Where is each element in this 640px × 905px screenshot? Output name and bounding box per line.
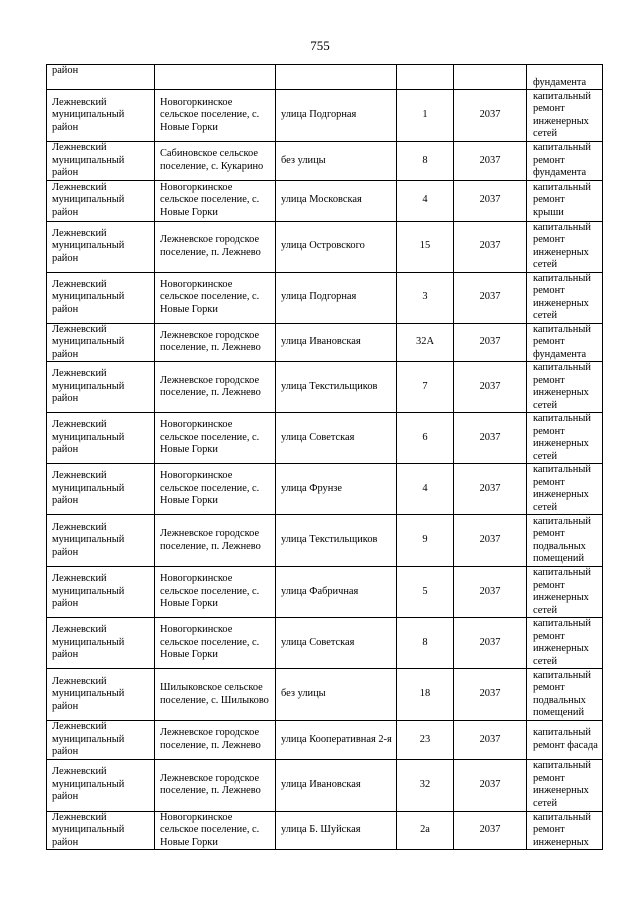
house-number-cell: 8	[397, 618, 454, 669]
settlement-cell: Новогоркинское сельское поселение, с. Новые Горки	[155, 618, 276, 669]
street-cell: улица Островского	[276, 221, 397, 272]
page-number: 755	[310, 38, 330, 53]
settlement-cell: Шилыковское сельское поселение, с. Шилыково	[155, 669, 276, 721]
settlement-cell: Лежневское городское поселение, п. Лежнево	[155, 759, 276, 811]
table-row	[47, 759, 603, 811]
settlement-cell: Новогоркинское сельское поселение, с. Новые Горки	[155, 180, 276, 221]
year-cell: 2037	[454, 618, 527, 669]
district-cell: Лежневский муниципальный район	[47, 413, 155, 464]
street-cell: улица Советская	[276, 618, 397, 669]
street-cell: улица Кооперативная 2-я	[276, 721, 397, 760]
work-type-cell: капитальный ремонт инженерных сетей	[527, 221, 603, 272]
street-cell: улица Подгорная	[276, 90, 397, 142]
house-number-cell: 4	[397, 464, 454, 515]
district-cell: Лежневский муниципальный район	[47, 618, 155, 669]
district-cell: Лежневский муниципальный район	[47, 362, 155, 413]
settlement-cell: Лежневское городское поселение, п. Лежнево	[155, 721, 276, 760]
repair-schedule-table	[46, 64, 603, 850]
table-row	[47, 413, 603, 464]
table-row	[47, 221, 603, 272]
district-cell: Лежневский муниципальный район	[47, 142, 155, 181]
house-number-cell: 3	[397, 272, 454, 323]
year-cell: 2037	[454, 180, 527, 221]
house-number-cell: 8	[397, 142, 454, 181]
work-type-cell: капитальный ремонт фундамента	[527, 142, 603, 181]
street-cell: улица Б. Шуйская	[276, 811, 397, 850]
work-type-cell: капитальный ремонт инженерных сетей	[527, 618, 603, 669]
street-cell: улица Текстильщиков	[276, 515, 397, 567]
house-number-cell: 2а	[397, 811, 454, 850]
work-type-cell: капитальный ремонт инженерных сетей	[527, 90, 603, 142]
work-type-cell: капитальный ремонт инженерных сетей	[527, 464, 603, 515]
year-cell: 2037	[454, 90, 527, 142]
settlement-cell: Лежневское городское поселение, п. Лежнево	[155, 221, 276, 272]
work-type-cell: капитальный ремонт инженерных сетей	[527, 362, 603, 413]
year-cell: 2037	[454, 567, 527, 618]
work-type-cell: капитальный ремонт инженерных сетей	[527, 413, 603, 464]
settlement-cell	[155, 65, 276, 90]
year-cell: 2037	[454, 721, 527, 760]
work-type-cell: капитальный ремонт инженерных сетей	[527, 272, 603, 323]
settlement-cell: Лежневское городское поселение, п. Лежнево	[155, 362, 276, 413]
settlement-cell: Новогоркинское сельское поселение, с. Новые Горки	[155, 90, 276, 142]
settlement-cell: Лежневское городское поселение, п. Лежнево	[155, 515, 276, 567]
house-number-cell: 4	[397, 180, 454, 221]
house-number-cell: 32А	[397, 323, 454, 362]
work-type-cell: капитальный ремонт фасада	[527, 721, 603, 760]
year-cell: 2037	[454, 669, 527, 721]
district-cell: Лежневский муниципальный район	[47, 759, 155, 811]
district-cell: Лежневский муниципальный район	[47, 180, 155, 221]
district-cell: Лежневский муниципальный район	[47, 515, 155, 567]
settlement-cell: Новогоркинское сельское поселение, с. Новые Горки	[155, 464, 276, 515]
year-cell: 2037	[454, 221, 527, 272]
table-row	[47, 323, 603, 362]
district-cell: Лежневский муниципальный район	[47, 811, 155, 850]
work-type-cell: капитальный ремонт инженерных	[527, 811, 603, 850]
house-number-cell: 5	[397, 567, 454, 618]
house-number-cell: 7	[397, 362, 454, 413]
settlement-cell: Новогоркинское сельское поселение, с. Новые Горки	[155, 811, 276, 850]
table-row	[47, 618, 603, 669]
table-row	[47, 180, 603, 221]
district-cell: Лежневский муниципальный район	[47, 221, 155, 272]
district-cell: Лежневский муниципальный район	[47, 669, 155, 721]
street-cell: улица Фрунзе	[276, 464, 397, 515]
table-row	[47, 142, 603, 181]
work-type-cell: капитальный ремонт крыши	[527, 180, 603, 221]
settlement-cell: Лежневское городское поселение, п. Лежнево	[155, 323, 276, 362]
district-cell: Лежневский муниципальный район	[47, 464, 155, 515]
year-cell: 2037	[454, 413, 527, 464]
settlement-cell: Новогоркинское сельское поселение, с. Новые Горки	[155, 567, 276, 618]
district-cell: Лежневский муниципальный район	[47, 721, 155, 760]
table-row	[47, 272, 603, 323]
year-cell: 2037	[454, 759, 527, 811]
street-cell: улица Ивановская	[276, 323, 397, 362]
table-row	[47, 669, 603, 721]
year-cell: 2037	[454, 323, 527, 362]
street-cell: без улицы	[276, 142, 397, 181]
work-type-cell: капитальный ремонт подвальных помещений	[527, 515, 603, 567]
house-number-cell: 1	[397, 90, 454, 142]
table-row	[47, 362, 603, 413]
house-number-cell: 9	[397, 515, 454, 567]
year-cell: 2037	[454, 515, 527, 567]
table-row	[47, 464, 603, 515]
work-type-cell: капитальный ремонт инженерных сетей	[527, 567, 603, 618]
district-cell: Лежневский муниципальный район	[47, 323, 155, 362]
year-cell	[454, 65, 527, 90]
work-type-cell: капитальный ремонт инженерных сетей	[527, 759, 603, 811]
year-cell: 2037	[454, 464, 527, 515]
street-cell	[276, 65, 397, 90]
house-number-cell: 23	[397, 721, 454, 760]
house-number-cell: 32	[397, 759, 454, 811]
house-number-cell: 18	[397, 669, 454, 721]
table-row	[47, 515, 603, 567]
year-cell: 2037	[454, 362, 527, 413]
year-cell: 2037	[454, 142, 527, 181]
work-type-cell: капитальный ремонт подвальных помещений	[527, 669, 603, 721]
table-row	[47, 567, 603, 618]
district-cell: район	[47, 65, 155, 90]
table-row	[47, 90, 603, 142]
table-row	[47, 721, 603, 760]
settlement-cell: Сабиновское сельское поселение, с. Кукарино	[155, 142, 276, 181]
street-cell: улица Фабричная	[276, 567, 397, 618]
year-cell: 2037	[454, 811, 527, 850]
settlement-cell: Новогоркинское сельское поселение, с. Новые Горки	[155, 413, 276, 464]
street-cell: улица Советская	[276, 413, 397, 464]
settlement-cell: Новогоркинское сельское поселение, с. Новые Горки	[155, 272, 276, 323]
district-cell: Лежневский муниципальный район	[47, 90, 155, 142]
house-number-cell: 6	[397, 413, 454, 464]
street-cell: улица Текстильщиков	[276, 362, 397, 413]
house-number-cell: 15	[397, 221, 454, 272]
work-type-cell: капитальный ремонт фундамента	[527, 323, 603, 362]
house-number-cell	[397, 65, 454, 90]
district-cell: Лежневский муниципальный район	[47, 272, 155, 323]
street-cell: улица Московская	[276, 180, 397, 221]
street-cell: улица Ивановская	[276, 759, 397, 811]
table-row	[47, 811, 603, 850]
year-cell: 2037	[454, 272, 527, 323]
street-cell: улица Подгорная	[276, 272, 397, 323]
street-cell: без улицы	[276, 669, 397, 721]
work-type-cell: фундамента	[527, 65, 603, 90]
table-row-continuation	[47, 65, 603, 90]
district-cell: Лежневский муниципальный район	[47, 567, 155, 618]
